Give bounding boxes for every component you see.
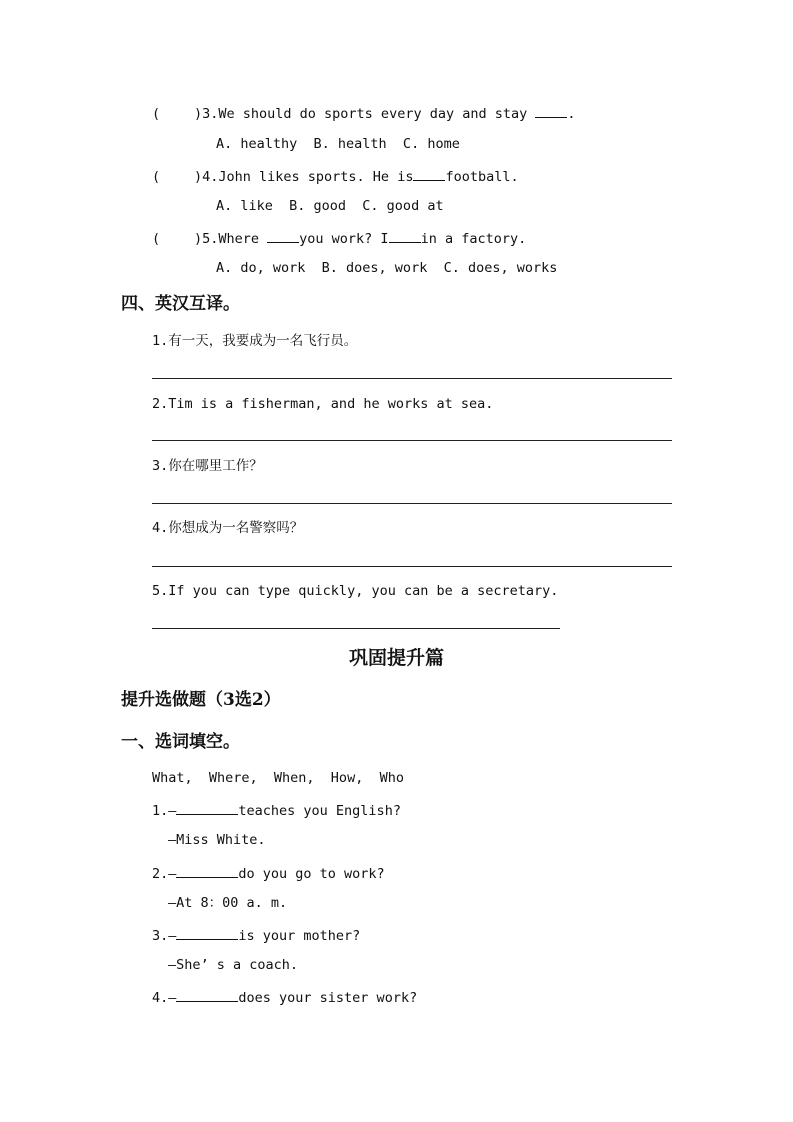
question-3-options: A. healthy B. health C. home — [216, 136, 460, 152]
fill-blank[interactable] — [176, 925, 238, 940]
answer-line-5[interactable] — [152, 628, 560, 629]
translate-item-4: 4.你想成为一名警察吗？ — [152, 520, 304, 536]
question-5: ( )5.Where you work? I in a factory. — [152, 228, 526, 248]
translate-item-1: 1.有一天，我要成为一名飞行员。 — [152, 333, 358, 349]
fill-blank[interactable] — [176, 800, 238, 815]
question-5-options: A. do, work B. does, work C. does, works — [216, 260, 558, 276]
answer-line-2[interactable] — [152, 440, 672, 441]
fill-blank[interactable] — [176, 987, 238, 1002]
fill-item-3: 3.— is your mother? — [152, 925, 360, 945]
fill-answer-3: —She’ s a coach. — [168, 957, 299, 973]
answer-blank[interactable] — [413, 166, 445, 181]
answer-paren[interactable]: ( — [152, 231, 161, 247]
translate-item-3: 3.你在哪里工作？ — [152, 458, 263, 474]
fill-answer-1: —Miss White. — [168, 832, 266, 848]
fill-blank[interactable] — [176, 863, 238, 878]
question-4-options: A. like B. good C. good at — [216, 198, 444, 214]
answer-line-1[interactable] — [152, 378, 672, 379]
answer-paren[interactable]: ( — [152, 106, 161, 122]
fill-item-1: 1.— teaches you English? — [152, 800, 401, 820]
answer-blank[interactable] — [535, 103, 567, 118]
optional-heading: 提升选做题（3选2） — [121, 690, 281, 710]
question-4: ( )4.John likes sports. He is football. — [152, 166, 519, 186]
translate-item-5: 5.If you can type quickly, you can be a secretary. — [152, 583, 559, 599]
answer-blank[interactable] — [267, 228, 299, 243]
fill-answer-2: —At 8：00 a. m. — [168, 895, 288, 911]
answer-paren[interactable]: ( — [152, 169, 161, 185]
part-title: 巩固提升篇 — [348, 647, 444, 669]
word-bank: What, Where, When, How, Who — [152, 770, 404, 786]
fill-item-2: 2.— do you go to work? — [152, 863, 385, 883]
translate-item-2: 2.Tim is a fisherman, and he works at sea. — [152, 396, 494, 412]
fill-item-4: 4.— does your sister work? — [152, 987, 417, 1007]
section-1-heading: 一、选词填空。 — [121, 732, 240, 752]
answer-blank[interactable] — [389, 228, 421, 243]
section-4-heading: 四、英汉互译。 — [121, 294, 240, 314]
question-3: ( )3.We should do sports every day and stay . — [152, 103, 576, 123]
answer-line-4[interactable] — [152, 566, 672, 567]
answer-line-3[interactable] — [152, 503, 672, 504]
